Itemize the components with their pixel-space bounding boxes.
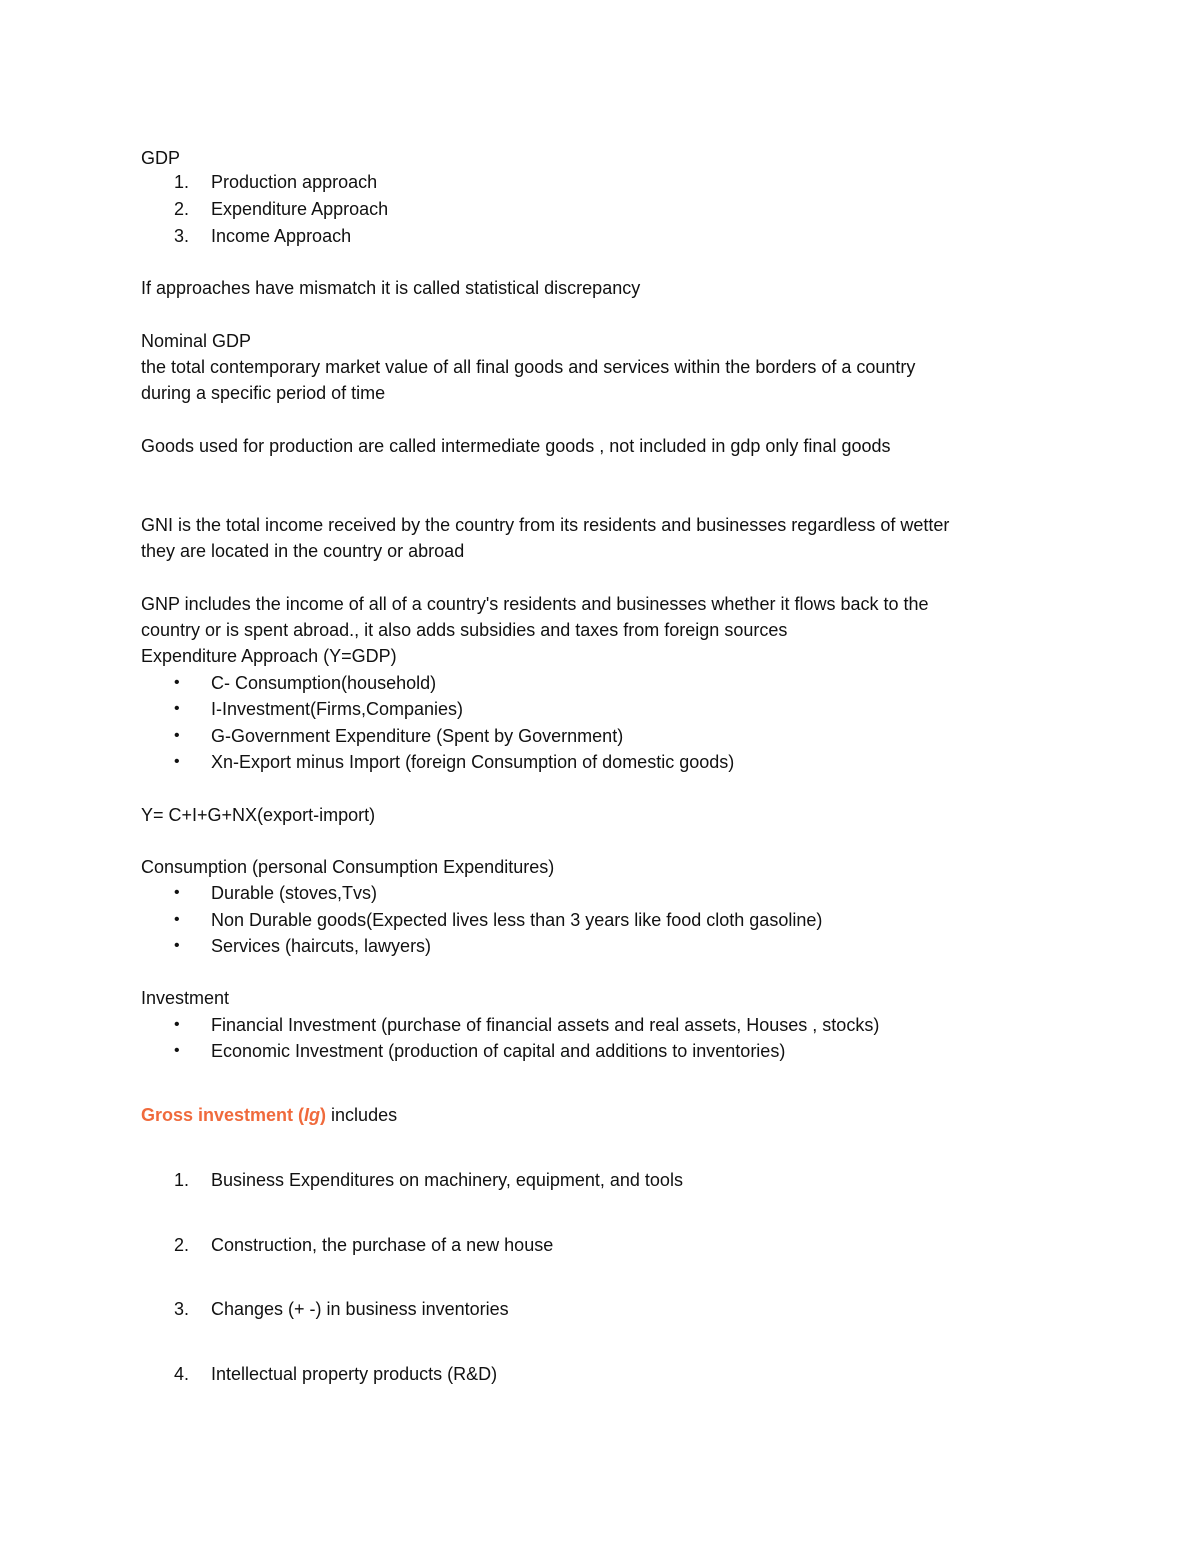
gross-investment-includes: includes (326, 1105, 398, 1125)
bullet: • (174, 1042, 180, 1059)
gross-item-number: 3. (174, 1299, 190, 1319)
approach-item: Expenditure Approach (211, 199, 389, 219)
nominal-gdp-definition: the total contemporary market value of all final goods and services within the borders of a country (141, 357, 916, 377)
gdp-formula: Y= C+I+G+NX(export-import) (141, 805, 376, 825)
consumption-item: Durable (stoves,Tvs) (211, 883, 378, 903)
gross-item: Changes (+ -) in business inventories (211, 1299, 509, 1319)
investment-item: Economic Investment (production of capital and additions to inventories) (211, 1041, 786, 1061)
nominal-gdp-definition: during a specific period of time (141, 383, 386, 403)
bullet: • (174, 727, 180, 744)
intermediate-goods-text: Goods used for production are called intermediate goods , not included in gdp only final goods (141, 436, 891, 456)
investment-item: Financial Investment (purchase of financial assets and real assets, Houses , stocks) (211, 1015, 880, 1035)
consumption-item: Services (haircuts, lawyers) (211, 936, 432, 956)
investment-heading: Investment (141, 988, 230, 1008)
expenditure-item: C- Consumption(household) (211, 673, 437, 693)
approach-number: 2. (174, 199, 190, 219)
gross-item-number: 1. (174, 1170, 190, 1190)
discrepancy-text: If approaches have mismatch it is called statistical discrepancy (141, 278, 641, 298)
consumption-heading: Consumption (personal Consumption Expenditures) (141, 857, 555, 877)
approach-item: Income Approach (211, 226, 352, 246)
nominal-gdp-heading: Nominal GDP (141, 331, 252, 351)
gross-item-number: 2. (174, 1235, 190, 1255)
expenditure-heading: Expenditure Approach (Y=GDP) (141, 646, 397, 666)
gni-text: they are located in the country or abroad (141, 541, 465, 561)
expenditure-item: I-Investment(Firms,Companies) (211, 699, 464, 719)
approach-number: 1. (174, 172, 190, 192)
bullet: • (174, 911, 180, 928)
gross-investment-heading (141, 1103, 397, 1127)
bullet: • (174, 1016, 180, 1033)
gross-investment-label: Gross investment ( (141, 1105, 305, 1125)
gross-investment-paren: ) (320, 1105, 327, 1125)
bullet: • (174, 674, 180, 691)
gross-item-number: 4. (174, 1364, 190, 1384)
gross-investment-symbol: Ig (304, 1105, 321, 1125)
expenditure-item: Xn-Export minus Import (foreign Consumption of domestic goods) (211, 752, 735, 772)
gni-text: GNI is the total income received by the country from its residents and businesses regardless of wetter (141, 515, 950, 535)
gross-item: Intellectual property products (R&D) (211, 1364, 498, 1384)
gross-item: Business Expenditures on machinery, equipment, and tools (211, 1170, 683, 1190)
gnp-text: country or is spent abroad., it also adds subsidies and taxes from foreign sources (141, 620, 788, 640)
expenditure-item: G-Government Expenditure (Spent by Government) (211, 726, 624, 746)
bullet: • (174, 753, 180, 770)
gnp-text: GNP includes the income of all of a country's residents and businesses whether it flows back to the (141, 594, 929, 614)
bullet: • (174, 884, 180, 901)
gross-item: Construction, the purchase of a new house (211, 1235, 554, 1255)
bullet: • (174, 937, 180, 954)
approach-item: Production approach (211, 172, 378, 192)
bullet: • (174, 700, 180, 717)
consumption-item: Non Durable goods(Expected lives less than 3 years like food cloth gasoline) (211, 910, 823, 930)
approach-number: 3. (174, 226, 190, 246)
gdp-heading: GDP (141, 148, 181, 168)
